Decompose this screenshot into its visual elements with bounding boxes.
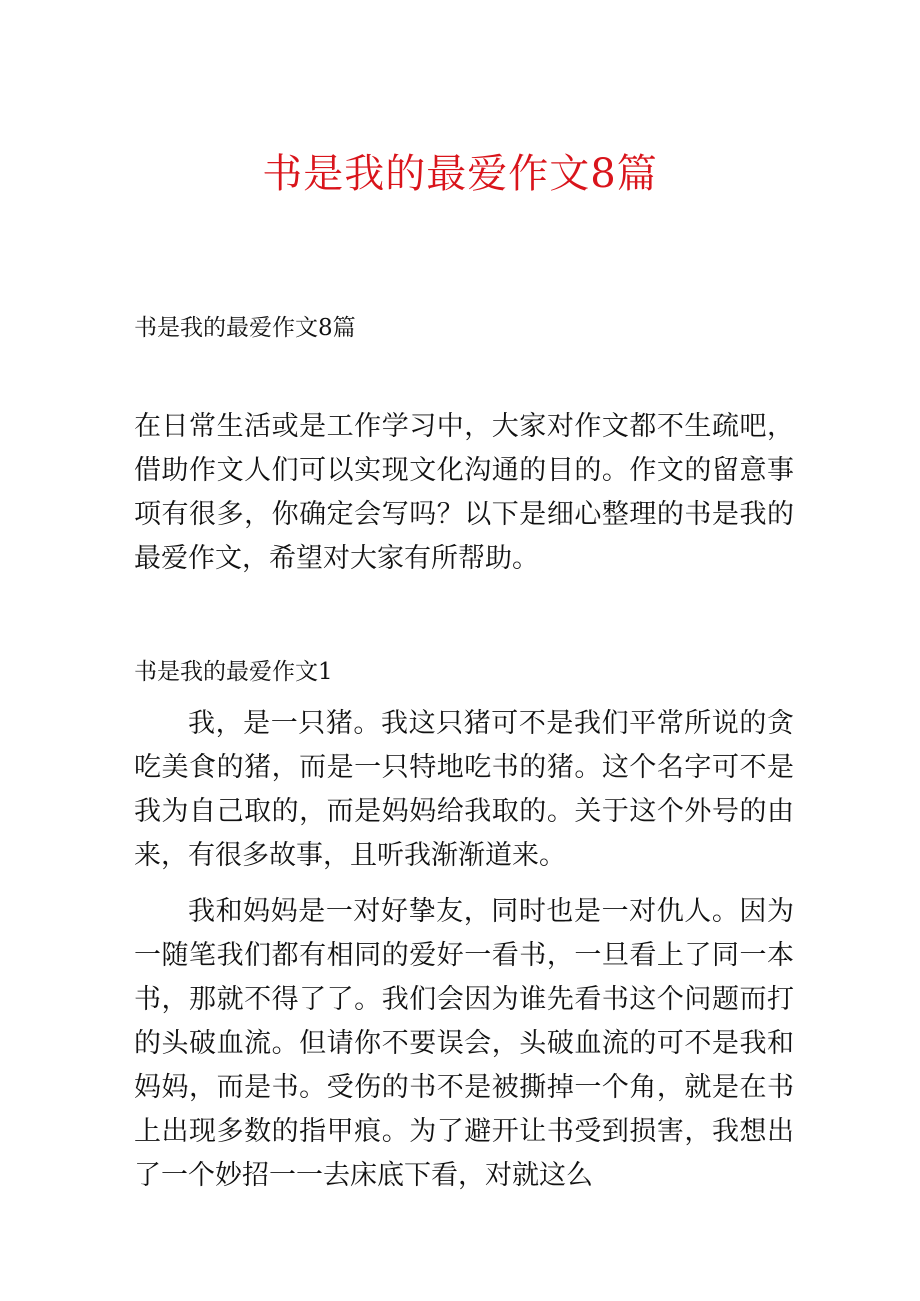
article-heading: 书是我的最爱作文8篇 xyxy=(134,315,356,341)
section-1-paragraph-1: 我，是一只猪。我这只猪可不是我们平常所说的贪吃美食的猪，而是一只特地吃书的猪。这个名字可不是我为自己取的，而是妈妈给我取的。关于这个外号的由来，有很多故事，且听我渐渐道来。 xyxy=(134,708,794,871)
section-heading-1: 书是我的最爱作文1 xyxy=(134,659,333,685)
section-1-paragraph-2: 我和妈妈是一对好挚友，同时也是一对仇人。因为一随笔我们都有相同的爱好一看书，一旦看上了同一本书，那就不得了了。我们会因为谁先看书这个问题而打的头破血流。但请你不要误会，头破血流的可不是我和妈妈，而是书。受伤的书不是被撕掉一个角，就是在书上出现多数的指甲痕。为了避开让书受到损害，我想出了一个妙招一一去床底下看，对就这么 xyxy=(134,896,794,1191)
intro-paragraph: 在日常生活或是工作学习中，大家对作文都不生疏吧，借助作文人们可以实现文化沟通的目的。作文的留意事项有很多，你确定会写吗？以下是细心整理的书是我的最爱作文，希望对大家有所帮助。 xyxy=(134,411,794,574)
document-title: 书是我的最爱作文8篇 xyxy=(262,151,658,197)
